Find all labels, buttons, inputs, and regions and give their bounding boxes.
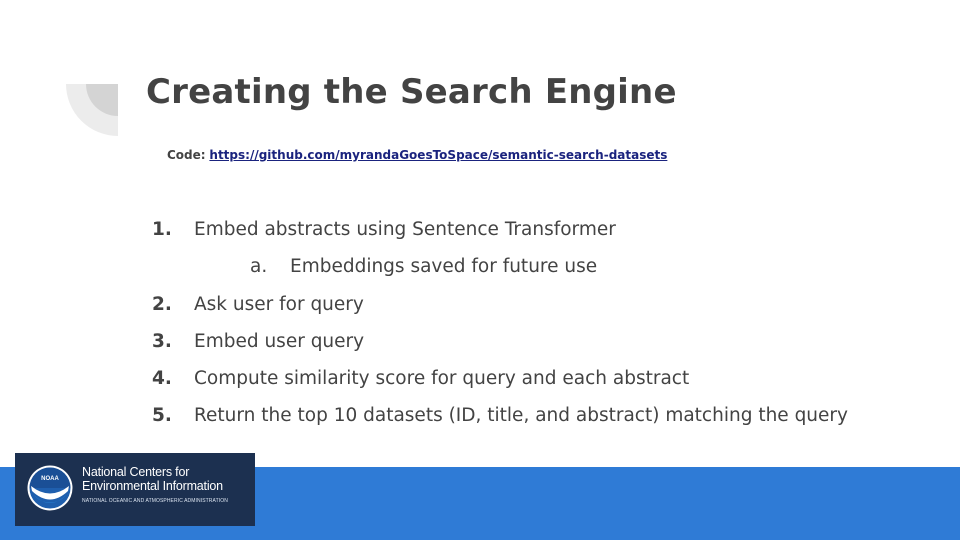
list-subitem: [152, 253, 912, 290]
code-reference: [167, 148, 667, 162]
list-item: [152, 291, 912, 328]
steps-list: [152, 216, 912, 440]
code-link[interactable]: https://github.com/myrandaGoesToSpace/semantic-search-datasets: [209, 148, 668, 162]
code-label: Code:: [167, 148, 206, 162]
list-item-text: Ask user for query: [194, 293, 364, 315]
ncei-logo: [15, 453, 255, 526]
logo-line-2: Environmental Information: [82, 479, 223, 493]
noaa-logo-icon: [27, 465, 73, 511]
list-item-number: 4.: [152, 368, 172, 390]
list-item-text: Embed user query: [194, 330, 365, 352]
list-item: [152, 328, 912, 365]
list-item-text: Return the top 10 datasets (ID, title, and abstract) matching the query: [194, 405, 848, 427]
corner-decoration: [66, 84, 118, 136]
list-item-number: 3.: [152, 330, 172, 352]
list-item: [152, 216, 912, 253]
list-item-number: 5.: [152, 405, 172, 427]
list-item-number: a.: [250, 256, 268, 278]
list-item-number: 2.: [152, 293, 172, 315]
logo-line-1: National Centers for: [82, 465, 190, 479]
list-item-text: Compute similarity score for query and each abstract: [194, 368, 690, 390]
list-item-text: Embeddings saved for future use: [290, 256, 598, 278]
list-item-text: Embed abstracts using Sentence Transformer: [194, 219, 616, 240]
slide-title: Creating the Search Engine: [146, 72, 677, 112]
list-item: [152, 365, 912, 402]
emblem-text: NOAA: [41, 476, 59, 482]
logo-line-3: NATIONAL OCEANIC AND ATMOSPHERIC ADMINISTRATION: [82, 498, 228, 504]
list-item: [152, 402, 912, 439]
list-item-number: 1.: [152, 219, 172, 240]
